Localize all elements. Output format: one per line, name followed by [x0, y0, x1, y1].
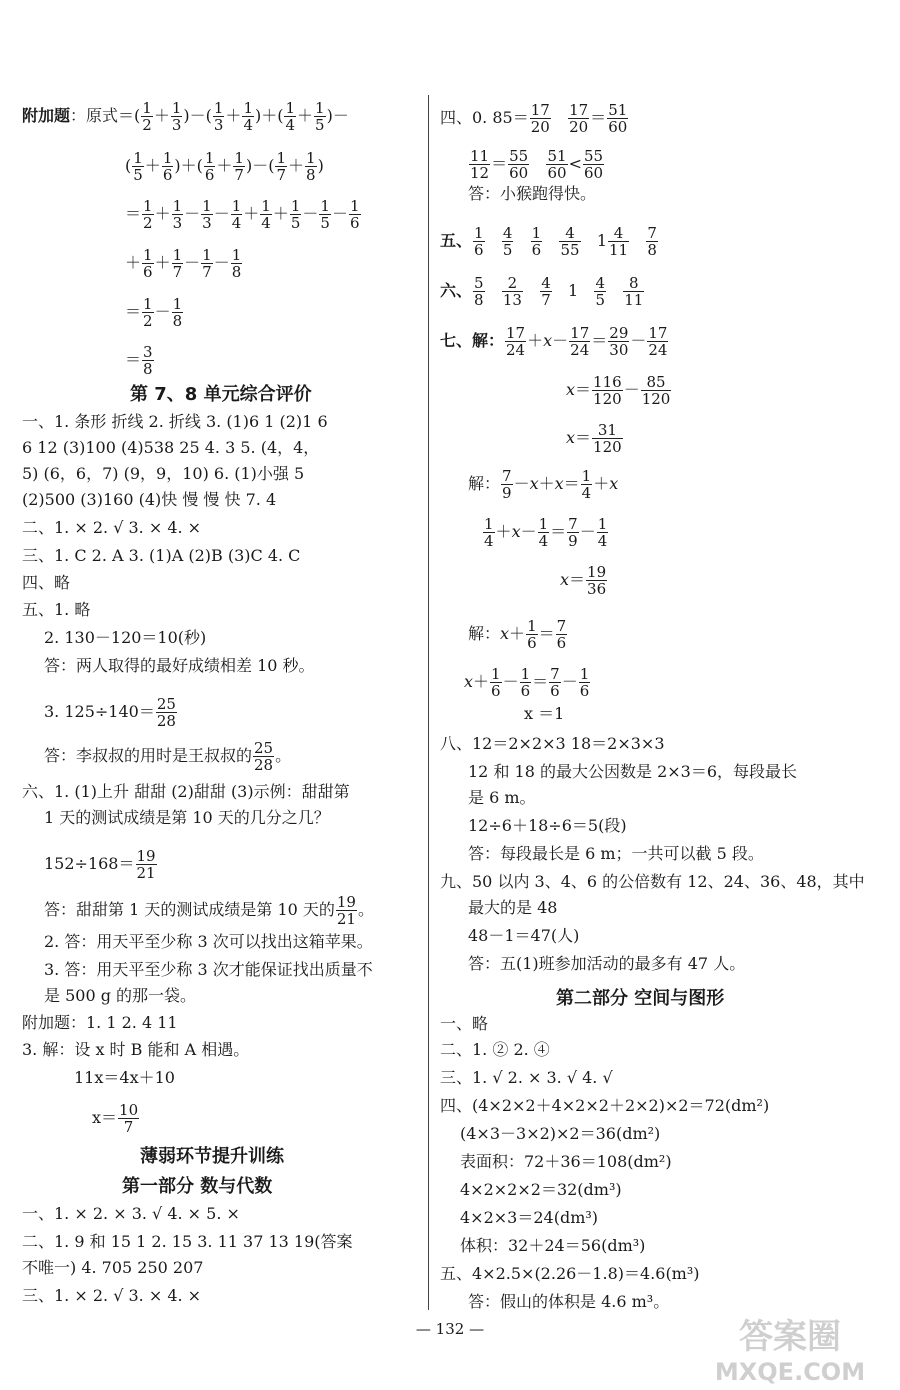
right-q7-part3-line-3: x ＝1 [524, 704, 565, 723]
unit78-q6-line-b: 1 天的测试成绩是第 10 天的几分之几？ [44, 808, 330, 827]
unit78-q1-line-b: 6 12 (3)100 (4)538 25 4. 3 5. (4，4， [22, 438, 320, 457]
svg-text:答案圈: 答案圈 [739, 1317, 841, 1357]
weak-line-4: 三、1. × 2. √ 3. × 4. × [22, 1286, 202, 1305]
right-q8-line-e: 答：每段最长是 6 m；一共可以截 5 段。 [468, 844, 764, 863]
unit78-bonus-line-3: 11x＝4x＋10 [74, 1068, 175, 1087]
section-title-weak: 薄弱环节提升训练 [140, 1146, 284, 1167]
bonus-formula-line-1: 附加题：原式＝( $\frac{1}{2}$ ＋ $\frac{1}{3}$ )－( $\frac{1}{3}$ ＋ $\frac{1}{4}$ )＋( $\frac{1}{4}$ ＋ $\frac{1}{5}$ )－ [22, 99, 349, 134]
bonus-label: 附加题 [22, 106, 71, 125]
right-q7-line-2: x＝ $\frac{116}{120}$ － $\frac{85}{120}$ [566, 373, 671, 408]
right-q6: 六、 $\frac{5}{8}$ $\frac{2}{13}$ $\frac{4}{7}$ 1 $\frac{4}{5}$ $\frac{8}{11}$ [440, 274, 644, 309]
bonus-formula-line-3: ＝ $\frac{1}{2}$ ＋ $\frac{1}{3}$ － $\frac{1}{3}$ － $\frac{1}{4}$ ＋ $\frac{1}{4}$ ＋ $\frac{1}{5}$ － $\frac{1}{5}$ － $\frac{1}{6}$ [125, 197, 360, 232]
space-s3: 三、1. √ 2. × 3. √ 4. √ [440, 1068, 613, 1087]
unit78-q1-line-a: 一、1. 条形 折线 2. 折线 3. (1)6 1 (2)1 6 [22, 412, 328, 431]
right-q8-line-d: 12÷6＋18÷6＝5(段) [468, 816, 627, 835]
page-number: — 132 — [415, 1320, 485, 1338]
unit78-q3: 三、1. C 2. A 3. (1)A (2)B (3)C 4. C [22, 546, 301, 565]
right-q7-part2-line-2: $\frac{1}{4}$ ＋x－ $\frac{1}{4}$ ＝ $\frac{7}{9}$ － $\frac{1}{4}$ [484, 515, 608, 550]
column-divider [428, 95, 429, 1310]
space-s4-line-a: 四、(4×2×2＋4×2×2＋2×2)×2＝72(dm²) [440, 1096, 770, 1115]
right-q9-line-a: 九、50 以内 3、4、6 的公倍数有 12、24、36、48，其中 [440, 872, 865, 891]
unit78-q5-line-b: 2. 130－120＝10(秒) [44, 628, 207, 647]
unit78-bonus-line-4: x＝ $\frac{10}{7}$ [92, 1101, 139, 1136]
unit78-q6-line-d: 答：甜甜第 1 天的测试成绩是第 10 天的 $\frac{19}{21}$ 。 [44, 893, 374, 928]
right-q7-line-1: 七、解： $\frac{17}{24}$ ＋x－ $\frac{17}{24}$ ＝ $\frac{29}{30}$ － $\frac{17}{24}$ [440, 324, 668, 359]
space-s4-line-f: 体积：32＋24＝56(dm³) [460, 1236, 646, 1255]
bonus-formula-line-6: ＝ $\frac{3}{8}$ [125, 343, 153, 378]
unit78-q6-line-f: 3. 答：用天平至少称 3 次才能保证找出质量不 [44, 960, 373, 979]
space-s2: 二、1. ② 2. ④ [440, 1040, 550, 1059]
unit78-q5-line-a: 五、1. 略 [22, 600, 91, 619]
unit78-bonus-line-1: 附加题：1. 1 2. 4 11 [22, 1013, 178, 1032]
right-q8-line-b: 12 和 18 的最大公因数是 2×3＝6，每段最长 [468, 762, 798, 781]
space-s4-line-d: 4×2×2×2＝32(dm³) [460, 1180, 622, 1199]
weak-line-2: 二、1. 9 和 15 1 2. 15 3. 11 37 13 19(答案 [22, 1232, 353, 1251]
bonus-formula-line-2: ( $\frac{1}{5}$ ＋ $\frac{1}{6}$ )＋( $\frac{1}{6}$ ＋ $\frac{1}{7}$ )－( $\frac{1}{7}$ ＋ $\frac{1}{8}$ ) [125, 149, 324, 184]
right-q8-line-a: 八、12＝2×2×3 18＝2×3×3 [440, 734, 665, 753]
bonus-formula-line-5: ＝ $\frac{1}{2}$ － $\frac{1}{8}$ [125, 295, 183, 330]
right-q8-line-c: 是 6 m。 [468, 788, 536, 807]
space-s5-line-b: 答：假山的体积是 4.6 m³。 [468, 1292, 670, 1311]
section-subtitle-part2: 第二部分 空间与图形 [556, 988, 725, 1009]
right-q9-line-d: 答：五(1)班参加活动的最多有 47 人。 [468, 954, 746, 973]
right-q9-line-c: 48－1＝47(人) [468, 926, 580, 945]
unit78-q4: 四、略 [22, 573, 71, 592]
watermark-logo [690, 1310, 890, 1385]
space-s4-line-e: 4×2×3＝24(dm³) [460, 1208, 599, 1227]
unit78-q1-line-c: 5) (6，6，7) (9，9，10) 6. (1)小强 5 [22, 464, 305, 483]
unit78-q6-line-c: 152÷168＝ $\frac{19}{21}$ [44, 847, 156, 882]
unit78-q5-line-d: 3. 125÷140＝ $\frac{25}{28}$ [44, 695, 176, 730]
weak-line-1: 一、1. × 2. × 3. √ 4. × 5. × [22, 1204, 240, 1223]
svg-text:MXQE.COM: MXQE.COM [714, 1358, 866, 1385]
unit78-bonus-line-2: 3. 解：设 x 时 B 能和 A 相遇。 [22, 1040, 250, 1059]
right-q9-line-b: 最大的是 48 [468, 898, 558, 917]
right-q7-part3-line-2: x＋ $\frac{1}{6}$ － $\frac{1}{6}$ ＝ $\frac{7}{6}$ － $\frac{1}{6}$ [464, 665, 590, 700]
weak-line-3: 不唯一) 4. 705 250 207 [22, 1258, 204, 1277]
right-q7-part3-line-1: 解：x＋ $\frac{1}{6}$ ＝ $\frac{7}{6}$ [468, 617, 567, 652]
bonus-formula-line-4: ＋ $\frac{1}{6}$ ＋ $\frac{1}{7}$ － $\frac{1}{7}$ － $\frac{1}{8}$ [125, 246, 242, 281]
unit78-q5-line-e: 答：李叔叔的用时是王叔叔的 $\frac{25}{28}$ 。 [44, 739, 292, 774]
space-s4-line-b: (4×3－3×2)×2＝36(dm²) [460, 1124, 661, 1143]
unit78-q6-line-e: 2. 答：用天平至少称 3 次可以找出这箱苹果。 [44, 932, 373, 951]
right-q4-line-a: 四、0. 85＝ $\frac{17}{20}$ $\frac{17}{20}$ ＝ $\frac{51}{60}$ [440, 101, 628, 136]
space-s5-line-a: 五、4×2.5×(2.26－1.8)＝4.6(m³) [440, 1264, 700, 1283]
unit78-q6-line-g: 是 500 g 的那一袋。 [44, 986, 197, 1005]
unit78-q6-line-a: 六、1. (1)上升 甜甜 (2)甜甜 (3)示例：甜甜第 [22, 782, 350, 801]
right-q7-line-3: x＝ $\frac{31}{120}$ [566, 421, 622, 456]
right-q7-part2-line-3: x＝ $\frac{19}{36}$ [560, 563, 607, 598]
section-title-unit78: 第 7、8 单元综合评价 [130, 384, 312, 405]
watermark-icon [690, 1310, 890, 1385]
right-q5: 五、 $\frac{1}{6}$ $\frac{4}{5}$ $\frac{1}{6}$ $\frac{4}{55}$ 1 $\frac{4}{11}$ $\frac{7}{8}$ [440, 224, 657, 259]
right-q7-part2-line-1: 解： $\frac{7}{9}$ －x＋x＝ $\frac{1}{4}$ ＋x [468, 467, 619, 502]
unit78-q1-line-d: (2)500 (3)160 (4)快 慢 慢 快 7. 4 [22, 490, 277, 509]
unit78-q5-line-c: 答：两人取得的最好成绩相差 10 秒。 [44, 656, 315, 675]
unit78-q2: 二、1. × 2. √ 3. × 4. × [22, 518, 202, 537]
space-s1: 一、略 [440, 1014, 489, 1033]
space-s4-line-c: 表面积：72＋36＝108(dm²) [460, 1152, 672, 1171]
right-q4-answer: 答：小猴跑得快。 [468, 184, 597, 203]
right-q4-line-b: $\frac{11}{12}$ ＝ $\frac{55}{60}$ $\frac{51}{60}$ < $\frac{55}{60}$ [470, 147, 604, 182]
section-subtitle-part1: 第一部分 数与代数 [122, 1176, 273, 1197]
